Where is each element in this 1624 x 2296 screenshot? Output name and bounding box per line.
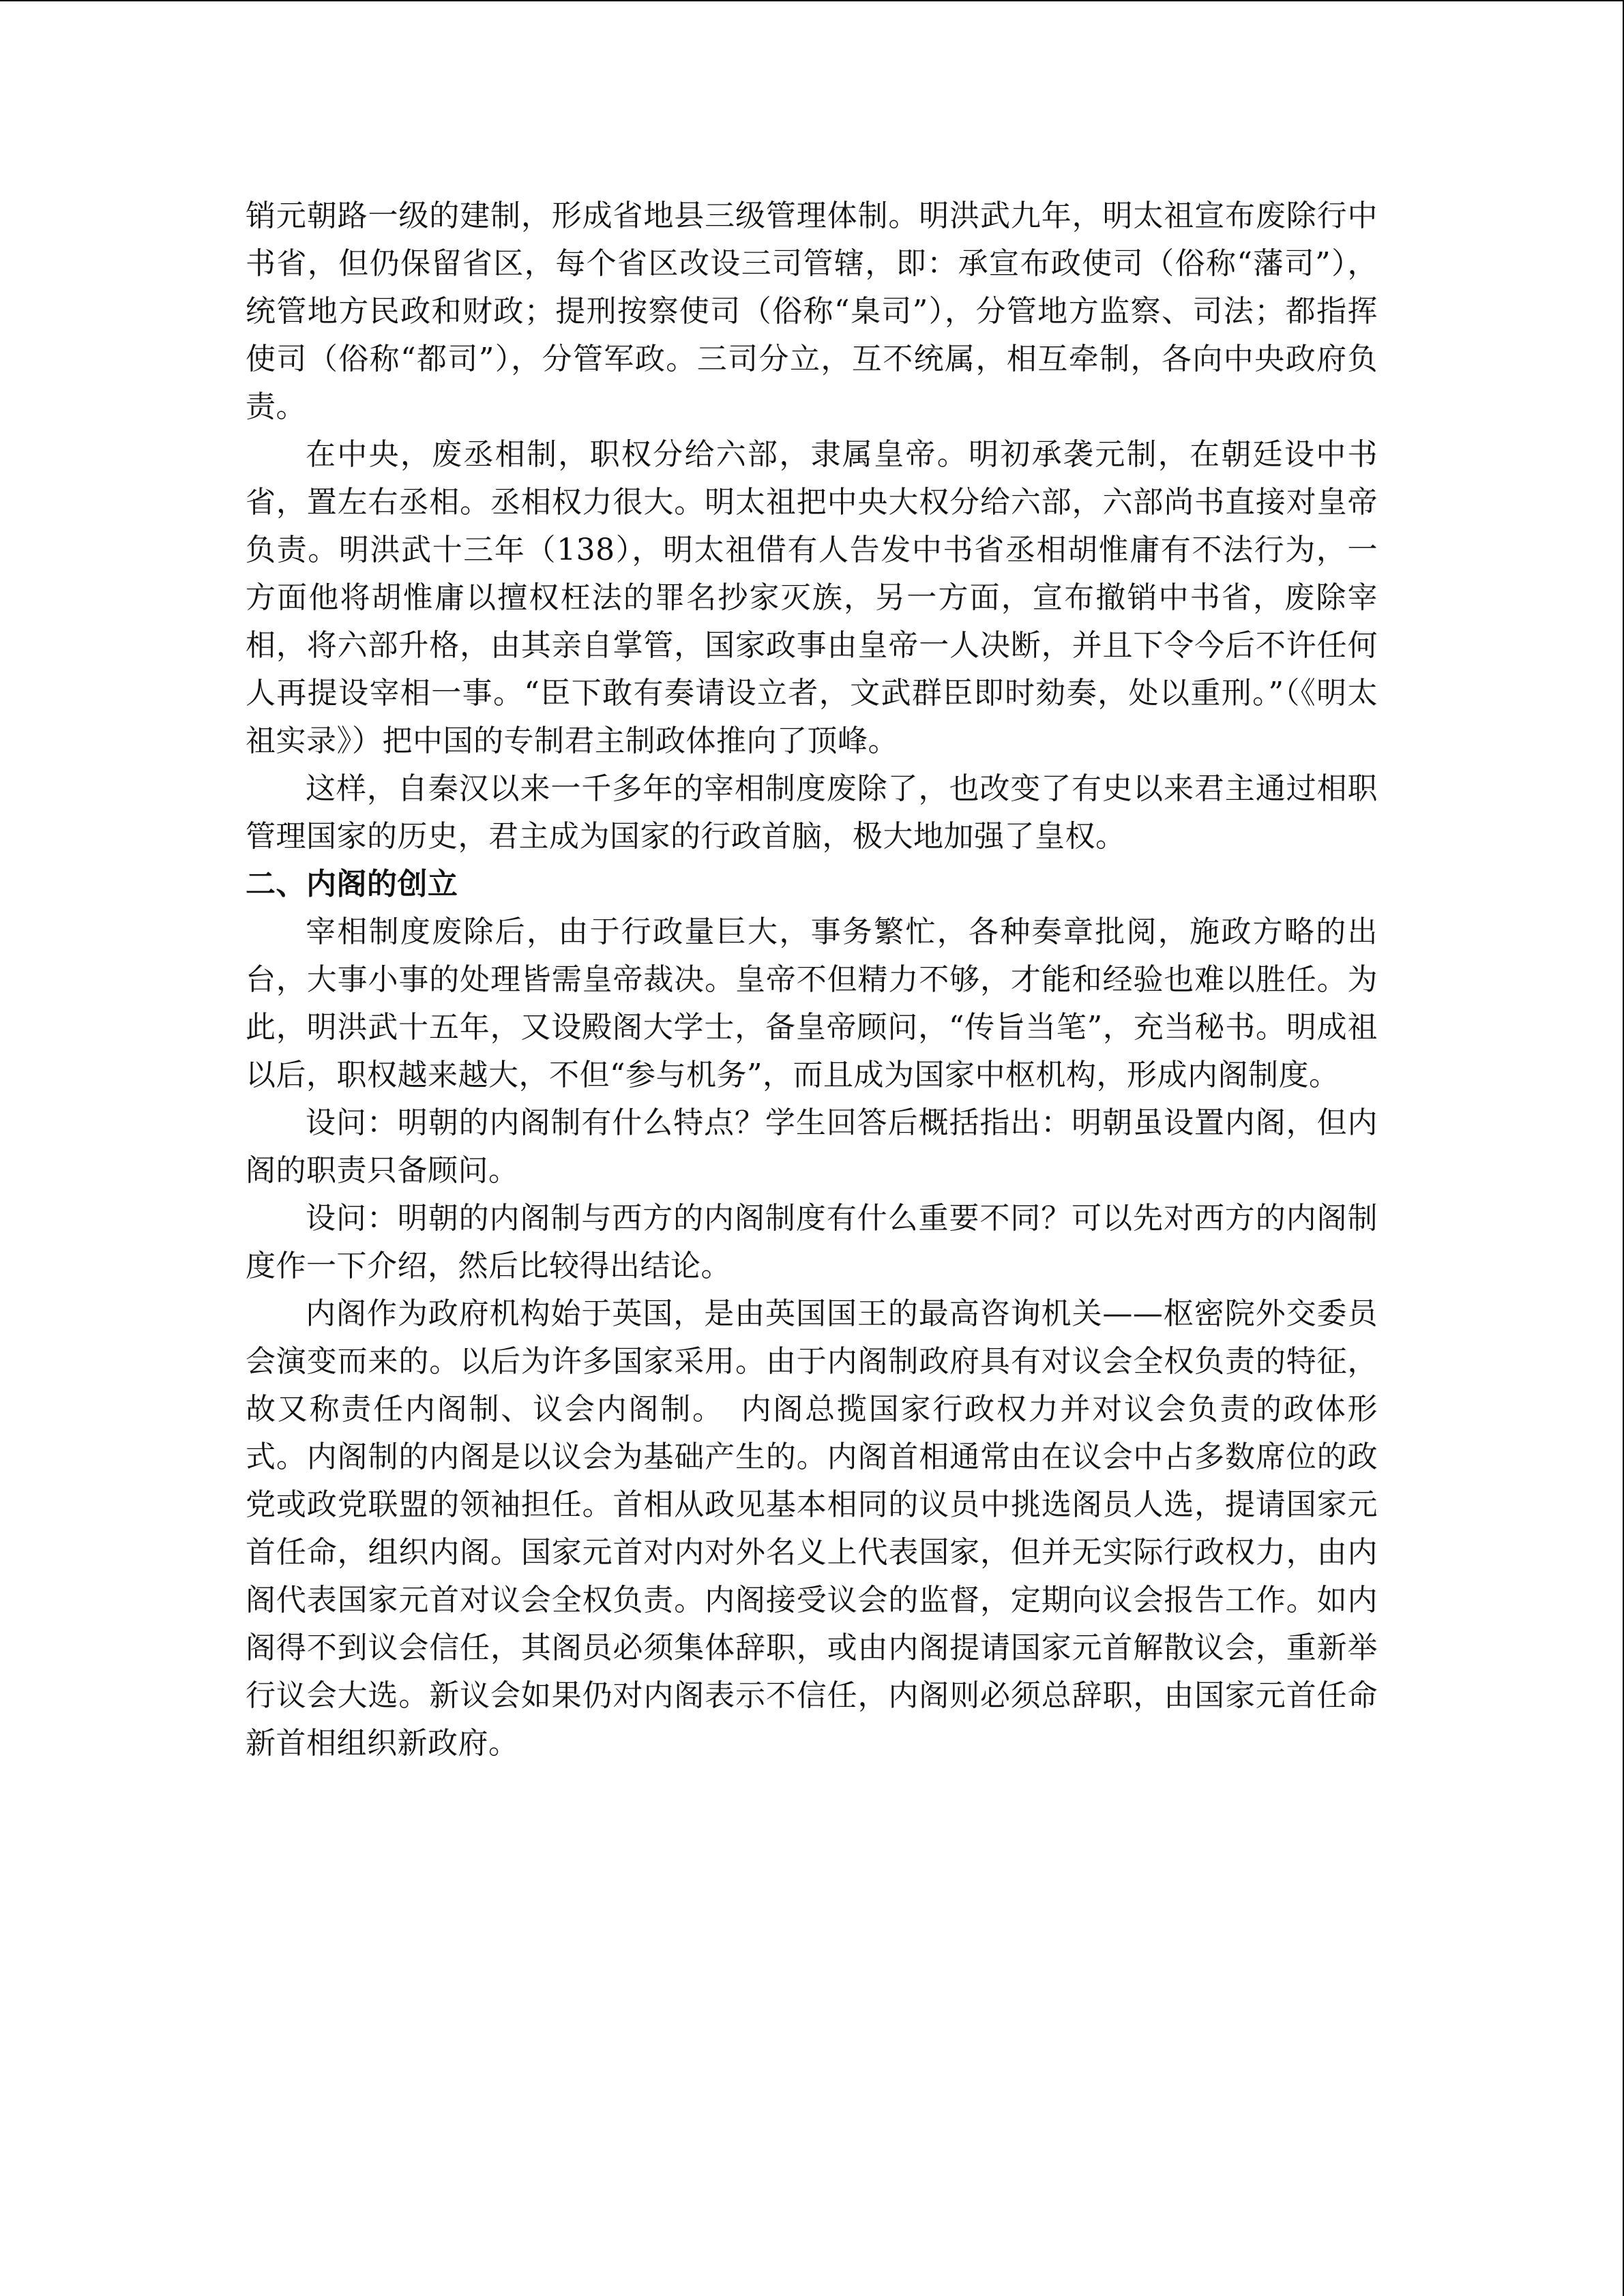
paragraph-strengthen-imperial-power: 这样，自秦汉以来一千多年的宰相制度废除了，也改变了有史以来君主通过相职管理国家的历史，君主成为国家的行政首脑，极大地加强了皇权。 (246, 771, 1378, 854)
document-body (246, 192, 1378, 1768)
paragraph-cabinet-origin: 宰相制度废除后，由于行政量巨大，事务繁忙，各种奏章批阅，施政方略的出台，大事小事的处理皆需皇帝裁决。皇帝不但精力不够，才能和经验也难以胜任。为此，明洪武十五年，又设殿阁大学士，备皇帝顾问，“传旨当笔”，充当秘书。明成祖以后，职权越来越大，不但“参与机务”，而且成为国家中枢机构，形成内阁制度。 (246, 914, 1378, 1092)
paragraph-western-cabinet-description: 内阁作为政府机构始于英国，是由英国国王的最高咨询机关——枢密院外交委员会演变而来的。以后为许多国家采用。由于内阁制政府具有对议会全权负责的特征，故又称责任内阁制、议会内阁制。 内阁总揽国家行政权力并对议会负责的政体形式。内阁制的内阁是以议会为基础产生的。内阁首相通常由在议会中占多数席位的政党或政党联盟的领袖担任。首相从政见基本相同的议员中挑选阁员人选，提请国家元首任命，组织内阁。国家元首对内对外名义上代表国家，但并无实际行政权力，由内阁代表国家元首对议会全权负责。内阁接受议会的监督，定期向议会报告工作。如内阁得不到议会信任，其阁员必须集体辞职，或由内阁提请国家元首解散议会，重新举行议会大选。新议会如果仍对内阁表示不信任，内阁则必须总辞职，由国家元首任命新首相组织新政府。 (246, 1296, 1378, 1761)
paragraph-question-western-cabinet: 设问：明朝的内阁制与西方的内阁制度有什么重要不同？可以先对西方的内阁制度作一下介绍，然后比较得出结论。 (246, 1201, 1378, 1283)
paragraph-abolish-chancellor: 在中央，废丞相制，职权分给六部，隶属皇帝。明初承袭元制，在朝廷设中书省，置左右丞相。丞相权力很大。明太祖把中央大权分给六部，六部尚书直接对皇帝负责。明洪武十三年（138），明太祖借有人告发中书省丞相胡惟庸有不法行为，一方面他将胡惟庸以擅权枉法的罪名抄家灭族，另一方面，宣布撤销中书省，废除宰相，将六部升格，由其亲自掌管，国家政事由皇帝一人决断，并且下令今后不许任何人再提设宰相一事。“臣下敢有奏请设立者，文武群臣即时劾奏，处以重刑。”（《明太祖实录》）把中国的专制君主制政体推向了顶峰。 (246, 437, 1378, 758)
paragraph-provincial-system: 销元朝路一级的建制，形成省地县三级管理体制。明洪武九年，明太祖宣布废除行中书省，但仍保留省区，每个省区改设三司管辖，即：承宣布政使司（俗称“藩司”），统管地方民政和财政；提刑按察使司（俗称“臬司”），分管地方监察、司法；都指挥使司（俗称“都司”），分管军政。三司分立，互不统属，相互牵制，各向中央政府负责。 (246, 198, 1378, 424)
section-heading: 二、内阁的创立 (246, 867, 458, 901)
paragraph-question-ming-cabinet: 设问：明朝的内阁制有什么特点？学生回答后概括指出：明朝虽设置内阁，但内阁的职责只备顾问。 (246, 1105, 1378, 1188)
